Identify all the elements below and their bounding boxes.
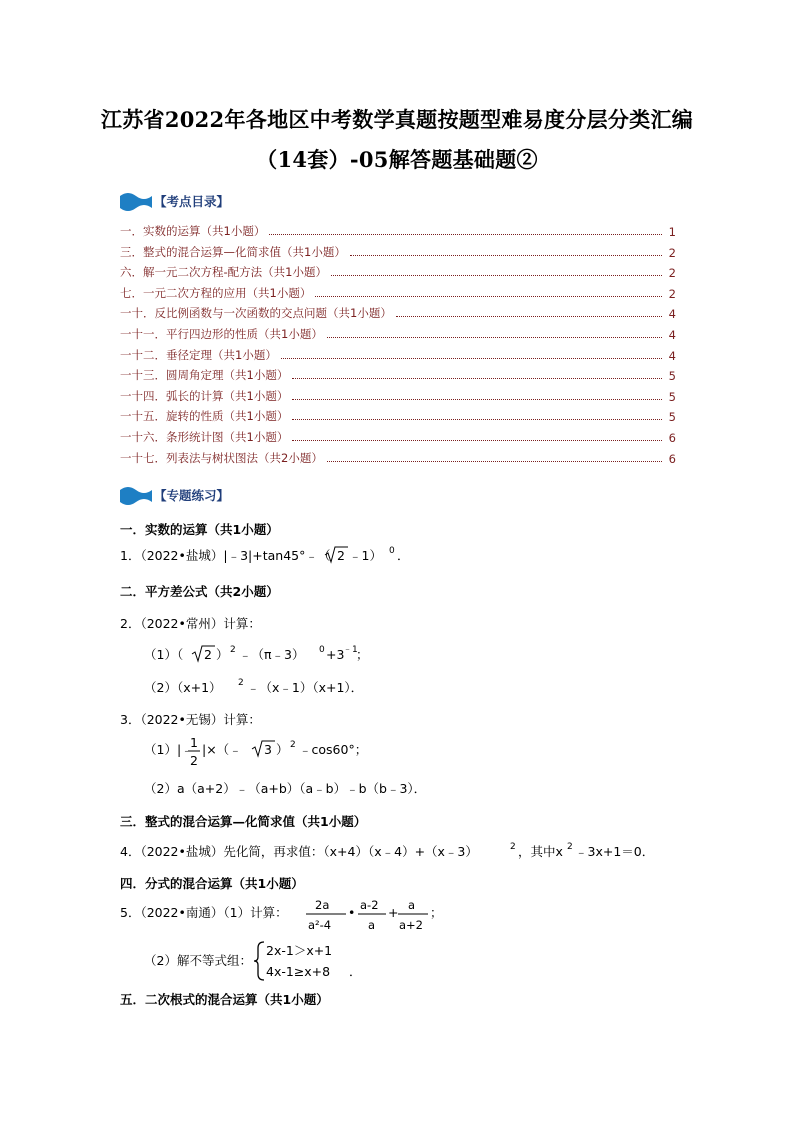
toc-item-label: 一十一．平行四边形的性质（共1小题） — [120, 327, 323, 341]
toc-item[interactable] — [120, 324, 676, 342]
toc-item-page: 6 — [668, 431, 676, 445]
svg-text:4x-1≥x+8: 4x-1≥x+8 — [266, 964, 331, 979]
toc-leader-dots — [292, 418, 662, 420]
toc-leader-dots — [396, 315, 662, 317]
svg-text:﹣（π﹣3）: ﹣（π﹣3） — [239, 647, 305, 662]
toc-item-page: 1 — [668, 225, 676, 239]
svg-text:4．（2022•盐城）先化简，再求值：（x+4）（x﹣4）+: 4．（2022•盐城）先化简，再求值：（x+4）（x﹣4）+（x﹣3） — [120, 844, 478, 859]
toc-item[interactable] — [120, 427, 676, 445]
section-heading: 三．整式的混合运算—化简求值（共1小题） — [120, 814, 367, 829]
svg-text:•: • — [348, 905, 356, 920]
section-heading: 一．实数的运算（共1小题） — [120, 522, 279, 537]
toc-item-page: 2 — [668, 245, 676, 260]
flag-icon — [118, 484, 152, 506]
svg-text:；: ； — [430, 905, 443, 920]
question-5-part-1 — [120, 896, 480, 936]
question-4 — [120, 840, 680, 862]
svg-text:2: 2 — [510, 842, 516, 852]
toc-item[interactable] — [120, 221, 676, 239]
svg-text:+3: +3 — [326, 647, 345, 662]
toc-leader-dots — [281, 357, 662, 359]
toc-item[interactable] — [120, 283, 676, 301]
toc-item-page: 5 — [668, 389, 676, 404]
practice-section-header — [118, 484, 229, 506]
toc-item-label: 七．一元二次方程的应用（共1小题） — [120, 285, 312, 300]
svg-text:2: 2 — [230, 645, 236, 655]
toc-item-page: 4 — [668, 307, 676, 322]
svg-text:．: ． — [349, 964, 362, 979]
toc-item-page: 5 — [668, 410, 676, 425]
toc-leader-dots — [331, 274, 662, 276]
toc-section-header — [118, 190, 229, 212]
svg-text:）: ） — [276, 742, 289, 757]
svg-text:﹣3x+1＝0．: ﹣3x+1＝0． — [575, 844, 655, 859]
svg-text:0: 0 — [319, 645, 325, 655]
q1-end: ． — [397, 548, 410, 563]
toc-leader-dots — [292, 439, 662, 441]
svg-text:﹣cos60°；: ﹣cos60°； — [299, 742, 368, 757]
practice-section-label: 【专题练习】 — [154, 488, 230, 503]
toc-item[interactable] — [120, 242, 676, 260]
toc-item-label: 六．解一元二次方程-配方法（共1小题） — [120, 265, 327, 280]
toc-item[interactable] — [120, 365, 676, 383]
toc-leader-dots — [315, 295, 662, 297]
svg-text:2a: 2a — [315, 898, 330, 912]
svg-text:3: 3 — [264, 742, 272, 757]
svg-text:2: 2 — [204, 647, 212, 662]
toc-item[interactable] — [120, 406, 676, 424]
q1-prefix: 1．（2022•盐城）|﹣3|+tan45°﹣（ — [120, 548, 331, 563]
question-3-part-1 — [144, 735, 444, 771]
flag-icon — [118, 190, 152, 212]
fraction-numerator: 1 — [190, 735, 198, 750]
svg-text:﹣1: ﹣1 — [343, 645, 358, 655]
toc-item-page: 5 — [668, 369, 676, 384]
svg-text:+: + — [388, 905, 399, 920]
toc-section-label: 【考点目录】 — [154, 194, 230, 209]
question-2-part-2 — [144, 676, 444, 698]
svg-text:a+2: a+2 — [399, 918, 423, 932]
question-3: 3．（2022•无锡）计算： — [120, 712, 261, 727]
toc-leader-dots — [292, 377, 662, 379]
svg-text:（2）解不等式组：: （2）解不等式组： — [144, 953, 252, 968]
svg-text:（1）（: （1）（ — [144, 647, 184, 662]
toc-item-page: 2 — [668, 266, 676, 281]
svg-text:，其中x: ，其中x — [518, 844, 563, 859]
section-heading: 二．平方差公式（共2小题） — [120, 584, 279, 599]
toc-item-page: 4 — [668, 348, 676, 363]
toc-leader-dots — [269, 233, 662, 235]
toc-leader-dots — [292, 398, 662, 400]
toc-item-label: 三．整式的混合运算—化简求值（共1小题） — [120, 244, 346, 259]
toc-item-label: 一十三．圆周角定理（共1小题） — [120, 368, 289, 383]
svg-text:）: ） — [216, 647, 229, 662]
toc-item-label: 一十二．垂径定理（共1小题） — [120, 347, 277, 362]
toc-item-page: 2 — [668, 286, 676, 301]
svg-text:a: a — [368, 918, 376, 932]
question-2-part-1 — [144, 643, 444, 665]
brace-sign — [254, 942, 264, 980]
q1-sup: 0 — [389, 546, 395, 556]
svg-text:2: 2 — [238, 678, 244, 688]
section-heading: 四．分式的混合运算（共1小题） — [120, 876, 304, 891]
q1-after-sqrt: ﹣1） — [349, 548, 382, 563]
svg-text:2: 2 — [290, 740, 296, 750]
svg-text:﹣（x﹣1）（x+1）．: ﹣（x﹣1）（x+1）． — [247, 680, 364, 695]
svg-text:；: ； — [356, 647, 369, 662]
svg-text:2x-1＞x+1: 2x-1＞x+1 — [266, 943, 333, 958]
svg-text:（2）（x+1）: （2）（x+1） — [144, 680, 222, 695]
toc-item-page: 6 — [668, 451, 676, 466]
toc-leader-dots — [327, 336, 662, 338]
svg-text:|×（﹣: |×（﹣ — [202, 742, 242, 757]
svg-text:a²-4: a²-4 — [308, 918, 332, 932]
question-1 — [120, 544, 520, 566]
section-heading: 五．二次根式的混合运算（共1小题） — [120, 992, 329, 1007]
fraction-denominator: 2 — [190, 753, 198, 768]
toc-item-page: 4 — [668, 328, 676, 342]
toc-leader-dots — [327, 460, 662, 462]
toc-item-label: 一十四．弧长的计算（共1小题） — [120, 388, 289, 403]
svg-text:a-2: a-2 — [360, 898, 379, 912]
svg-text:2: 2 — [567, 842, 573, 852]
toc-item[interactable] — [120, 303, 676, 321]
toc-leader-dots — [350, 254, 662, 256]
document-title-line-1: 江苏省2022年各地区中考数学真题按题型难易度分层分类汇编 — [100, 107, 694, 132]
toc-item[interactable] — [120, 345, 676, 363]
toc-item-label: 一十．反比例函数与一次函数的交点问题（共1小题） — [120, 306, 392, 321]
toc-item[interactable] — [120, 262, 676, 280]
document-title-line-2: （14套）-05解答题基础题② — [256, 147, 538, 172]
question-5-part-2 — [144, 938, 464, 984]
toc-item[interactable] — [120, 386, 676, 404]
toc-item-label: 一．实数的运算（共1小题） — [120, 224, 266, 238]
question-2: 2．（2022•常州）计算： — [120, 616, 261, 631]
svg-text:5．（2022•南通）（1）计算：: 5．（2022•南通）（1）计算： — [120, 905, 288, 920]
toc-item-label: 一十六．条形统计图（共1小题） — [120, 430, 289, 444]
toc-item-label: 一十五．旋转的性质（共1小题） — [120, 409, 289, 424]
question-3-part-2: （2）a（a+2）﹣（a+b）（a﹣b）﹣b（b﹣3）． — [144, 781, 427, 796]
svg-text:（1）|﹣: （1）|﹣ — [144, 742, 194, 757]
toc-item[interactable] — [120, 448, 676, 466]
q1-sqrt: 2 — [337, 548, 345, 563]
toc-item-label: 一十七．列表法与树状图法（共2小题） — [120, 450, 323, 465]
svg-text:a: a — [408, 898, 416, 912]
